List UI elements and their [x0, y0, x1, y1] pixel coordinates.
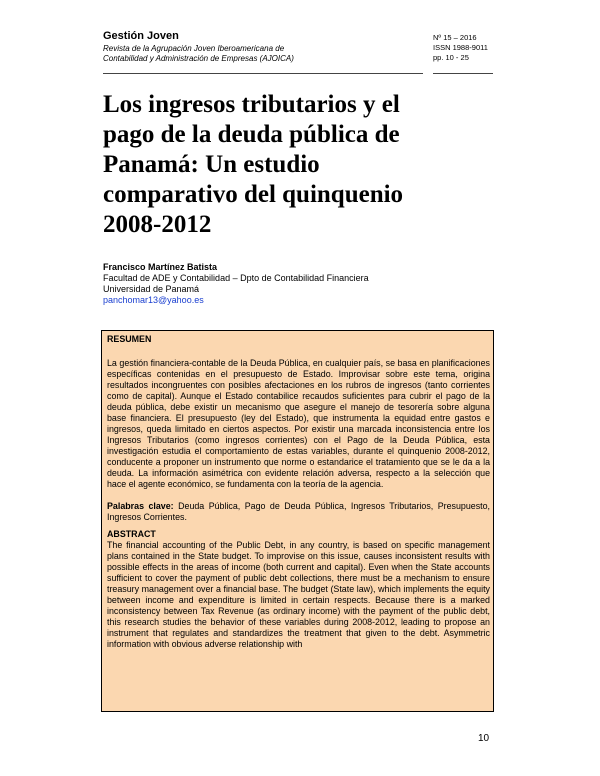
author-block [103, 262, 493, 306]
journal-header [103, 30, 423, 64]
header-rule-right [433, 73, 493, 74]
abstract-text: The financial accounting of the Public Debt, in any country, is based on specific management plans contained in the State budget. To improvise on this issue, causes inconsistent results with possible effects in the areas of income (both current and capital). Even when the State accounts sufficient to cover the payment of public debt collections, there must be a mechanism to ensure treasury management over a financial base. The budget (State law), which implements the equity between income and expenditure is limited in certain respects. Because there is a marked inconsistency between Tax Revenue (as ordinary income) with the payment of the public debt, this research studies the behavior of these variables during 2008-2012, leading to propose an instrument that regulates and standardizes the treatment that given to the debt. Asymmetric information with obvious adverse relationship with [107, 540, 490, 649]
journal-subtitle [103, 44, 423, 64]
issn: ISSN 1988-9011 [433, 43, 488, 52]
author-affiliation-2: Universidad de Panamá [103, 284, 200, 294]
resumen-heading: RESUMEN [107, 334, 152, 344]
journal-subtitle-line2: Contabilidad y Administración de Empresas (AJOICA) [103, 54, 294, 63]
issue-number: Nº 15 – 2016 [433, 33, 477, 42]
journal-subtitle-line1: Revista de la Agrupación Joven Iberoamericana de [103, 44, 285, 53]
keywords-text: Deuda Pública, Pago de Deuda Pública, Ingresos Tributarios, Presupuesto, Ingresos Corrientes. [107, 501, 491, 522]
author-email-link[interactable]: panchomar13@yahoo.es [103, 295, 204, 305]
journal-name: Gestión Joven [103, 30, 179, 42]
resumen-text: La gestión financiera-contable de la Deuda Pública, en cualquier país, se basa en planificaciones específicas contenidas en el presupuesto de Estado. Improvisar sobre este tema, origina resultados incongruentes con posibles afectaciones en los rubros de ingresos (tanto corrientes como de capital). Aunque el Estado contabilice recaudos suficientes para cubrir el pago de la deuda pública, debe existir un mecanismo que asegure el manejo de tesorería sobre alguna base financiera. El presupuesto (ley del Estado), que instrumenta la equidad entre gastos e ingresos, queda limitado en ciertos aspectos. Por existir una marcada inconsistencia entre los Ingresos Tributarios (como ingresos corrientes) con el Pago de la Deuda Pública, esta investigación estudia el comportamiento de estas variables, durante el quinquenio 2008-2012, conducente a proponer un instrumento que norme o estandarice el tratamiento que se le da a la deuda. La información asimétrica con evidente relación adversa, respecto a la selección que hace el agente económico, se fundamenta con la teoría de la agencia. [107, 358, 490, 489]
header-rule-left [103, 73, 423, 74]
keywords-label: Palabras clave: [107, 501, 174, 511]
issue-meta [433, 33, 488, 63]
page-range: pp. 10 - 25 [433, 53, 469, 62]
keywords [107, 501, 490, 523]
abstract-heading: ABSTRACT [107, 529, 156, 539]
article-title: Los ingresos tributarios y el pago de la deuda pública de Panamá: Un estudio comparativo del quinquenio 2008-2012 [103, 91, 404, 238]
page-number: 10 [478, 733, 490, 744]
author-name: Francisco Martínez Batista [103, 262, 218, 272]
author-affiliation-1: Facultad de ADE y Contabilidad – Dpto de Contabilidad Financiera [103, 273, 369, 283]
abstract-box [101, 330, 494, 712]
